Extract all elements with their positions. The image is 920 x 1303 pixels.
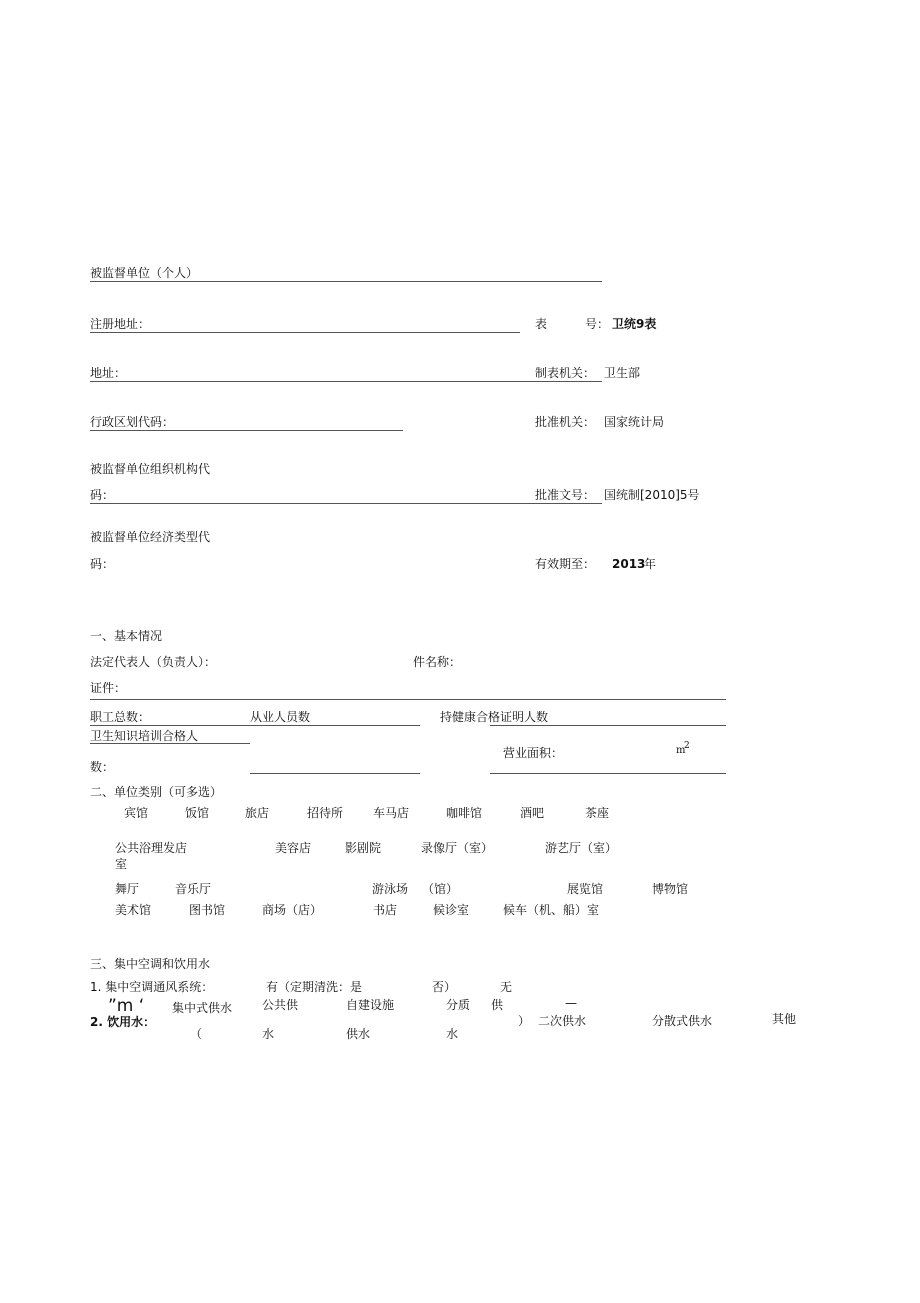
region-code-label: 行政区划代码： <box>90 415 175 429</box>
ac-label: 1. 集中空调通风系统： <box>90 980 214 994</box>
staff-field-line[interactable] <box>90 725 420 726</box>
category-dance-hall[interactable]: 舞厅 <box>115 882 140 896</box>
unit-label: 被监督单位（个人） <box>90 266 199 280</box>
category-video-hall[interactable]: 录像厅（室） <box>421 841 494 855</box>
open-paren: （ <box>190 1027 203 1041</box>
category-bath-barber[interactable]: 公共浴理发店 <box>115 841 188 855</box>
water-other[interactable]: 其他 <box>772 1012 797 1026</box>
area-field-line[interactable] <box>490 773 726 774</box>
category-arcade[interactable]: 游艺厅（室） <box>545 841 618 855</box>
close-paren: ） <box>518 1014 531 1028</box>
doc-name-label: 件名称： <box>413 655 462 669</box>
area-label: 营业面积： <box>503 746 564 760</box>
area-unit: m <box>676 745 686 756</box>
water-self-built-2: 供水 <box>346 1027 371 1041</box>
category-art-gallery[interactable]: 美术馆 <box>115 903 152 917</box>
training-label-1: 卫生知识培训合格人 <box>90 729 199 743</box>
category-bath-barber-wrap: 室 <box>115 857 128 871</box>
org-code-label-1: 被监督单位组织机构代 <box>90 462 211 476</box>
category-cafe[interactable]: 咖啡馆 <box>446 806 483 820</box>
water-quality-2: 水 <box>446 1027 459 1041</box>
water-public-2: 水 <box>262 1027 275 1041</box>
valid-until-label: 有效期至： <box>535 557 596 571</box>
reg-address-label: 注册地址： <box>90 317 151 331</box>
health-cert-field-line[interactable] <box>490 725 726 726</box>
id-label: 证件： <box>90 681 127 695</box>
approval-no-label: 批准文号： <box>535 488 596 502</box>
org-code-field-line[interactable] <box>90 503 602 504</box>
stray-mark: ”m ‘ <box>108 996 145 1016</box>
ac-option-no[interactable]: 否） <box>432 980 457 994</box>
issuer-label: 制表机关： <box>535 366 596 380</box>
category-museum[interactable]: 博物馆 <box>652 882 689 896</box>
category-beauty-salon[interactable]: 美容店 <box>275 841 312 855</box>
training-label-2: 数： <box>90 760 115 774</box>
practitioners-label: 从业人员数 <box>250 710 311 724</box>
health-cert-label: 持健康合格证明人数 <box>440 710 549 724</box>
category-bookstore[interactable]: 书店 <box>373 903 398 917</box>
category-guesthouse[interactable]: 招待所 <box>307 806 344 820</box>
category-transit-waiting[interactable]: 候车（机、船）室 <box>503 903 600 917</box>
water-public-1[interactable]: 公共供 <box>262 998 299 1012</box>
category-mall[interactable]: 商场（店） <box>262 903 323 917</box>
form-no-label-a: 表 <box>535 317 548 331</box>
section1-title: 一、基本情况 <box>90 629 163 643</box>
section2-title: 二、单位类别（可多选） <box>90 785 223 799</box>
training-underline <box>90 743 250 744</box>
address-field-line[interactable] <box>90 381 602 382</box>
valid-year: 2013 <box>612 557 646 571</box>
category-cinema[interactable]: 影剧院 <box>345 841 382 855</box>
section3-title: 三、集中空调和饮用水 <box>90 957 211 971</box>
form-no-value: 卫统9表 <box>612 317 657 331</box>
training-field-line[interactable] <box>250 773 420 774</box>
legal-rep-label: 法定代表人（负责人）： <box>90 655 217 669</box>
econ-code-label-2: 码： <box>90 557 115 571</box>
water-quality-1[interactable]: 分质 <box>446 998 471 1012</box>
approver-value: 国家统计局 <box>604 415 665 429</box>
year-char: 年 <box>644 557 657 571</box>
ac-option-none[interactable]: 无 <box>500 980 513 994</box>
econ-code-label-1: 被监督单位经济类型代 <box>90 530 211 544</box>
reg-address-field-line[interactable] <box>90 332 520 333</box>
water-self-built-1[interactable]: 自建设施 <box>346 998 395 1012</box>
issuer-value: 卫生部 <box>604 366 641 380</box>
water-central[interactable]: 集中式供水 <box>172 1001 233 1015</box>
water-supply-fragment: 供 <box>491 998 504 1012</box>
region-code-field-line[interactable] <box>90 430 403 431</box>
water-distributed[interactable]: 分散式供水 <box>652 1014 713 1028</box>
water-label: 2. 饮用水： <box>90 1015 156 1029</box>
category-library[interactable]: 图书馆 <box>189 903 226 917</box>
water-secondary[interactable]: 二次供水 <box>538 1014 587 1028</box>
category-teahouse[interactable]: 茶座 <box>585 806 610 820</box>
category-exhibition[interactable]: 展览馆 <box>567 882 604 896</box>
category-hotel[interactable]: 宾馆 <box>124 806 149 820</box>
ac-option-yes[interactable]: 有（定期清洗：是 <box>266 980 363 994</box>
id-field-line[interactable] <box>90 699 726 700</box>
total-staff-label: 职工总数： <box>90 710 151 724</box>
category-restaurant[interactable]: 饭馆 <box>185 806 210 820</box>
category-music-hall[interactable]: 音乐厅 <box>175 882 212 896</box>
category-waiting-room[interactable]: 候诊室 <box>433 903 470 917</box>
unit-field-line[interactable] <box>90 281 602 282</box>
category-bar[interactable]: 酒吧 <box>520 806 545 820</box>
approval-no-value: 国统制[2010]5号 <box>604 488 700 502</box>
address-label: 地址： <box>90 366 127 380</box>
category-inn[interactable]: 旅店 <box>245 806 270 820</box>
dash-mark: — <box>565 996 577 1010</box>
org-code-label-2: 码： <box>90 488 115 502</box>
category-swimming[interactable]: 游泳场 <box>372 882 409 896</box>
approver-label: 批准机关： <box>535 415 596 429</box>
area-unit-sup: 2 <box>684 741 690 751</box>
category-caravan-inn[interactable]: 车马店 <box>373 806 410 820</box>
category-swimming-suffix: （馆） <box>422 882 459 896</box>
form-no-label-b: 号： <box>585 317 610 331</box>
